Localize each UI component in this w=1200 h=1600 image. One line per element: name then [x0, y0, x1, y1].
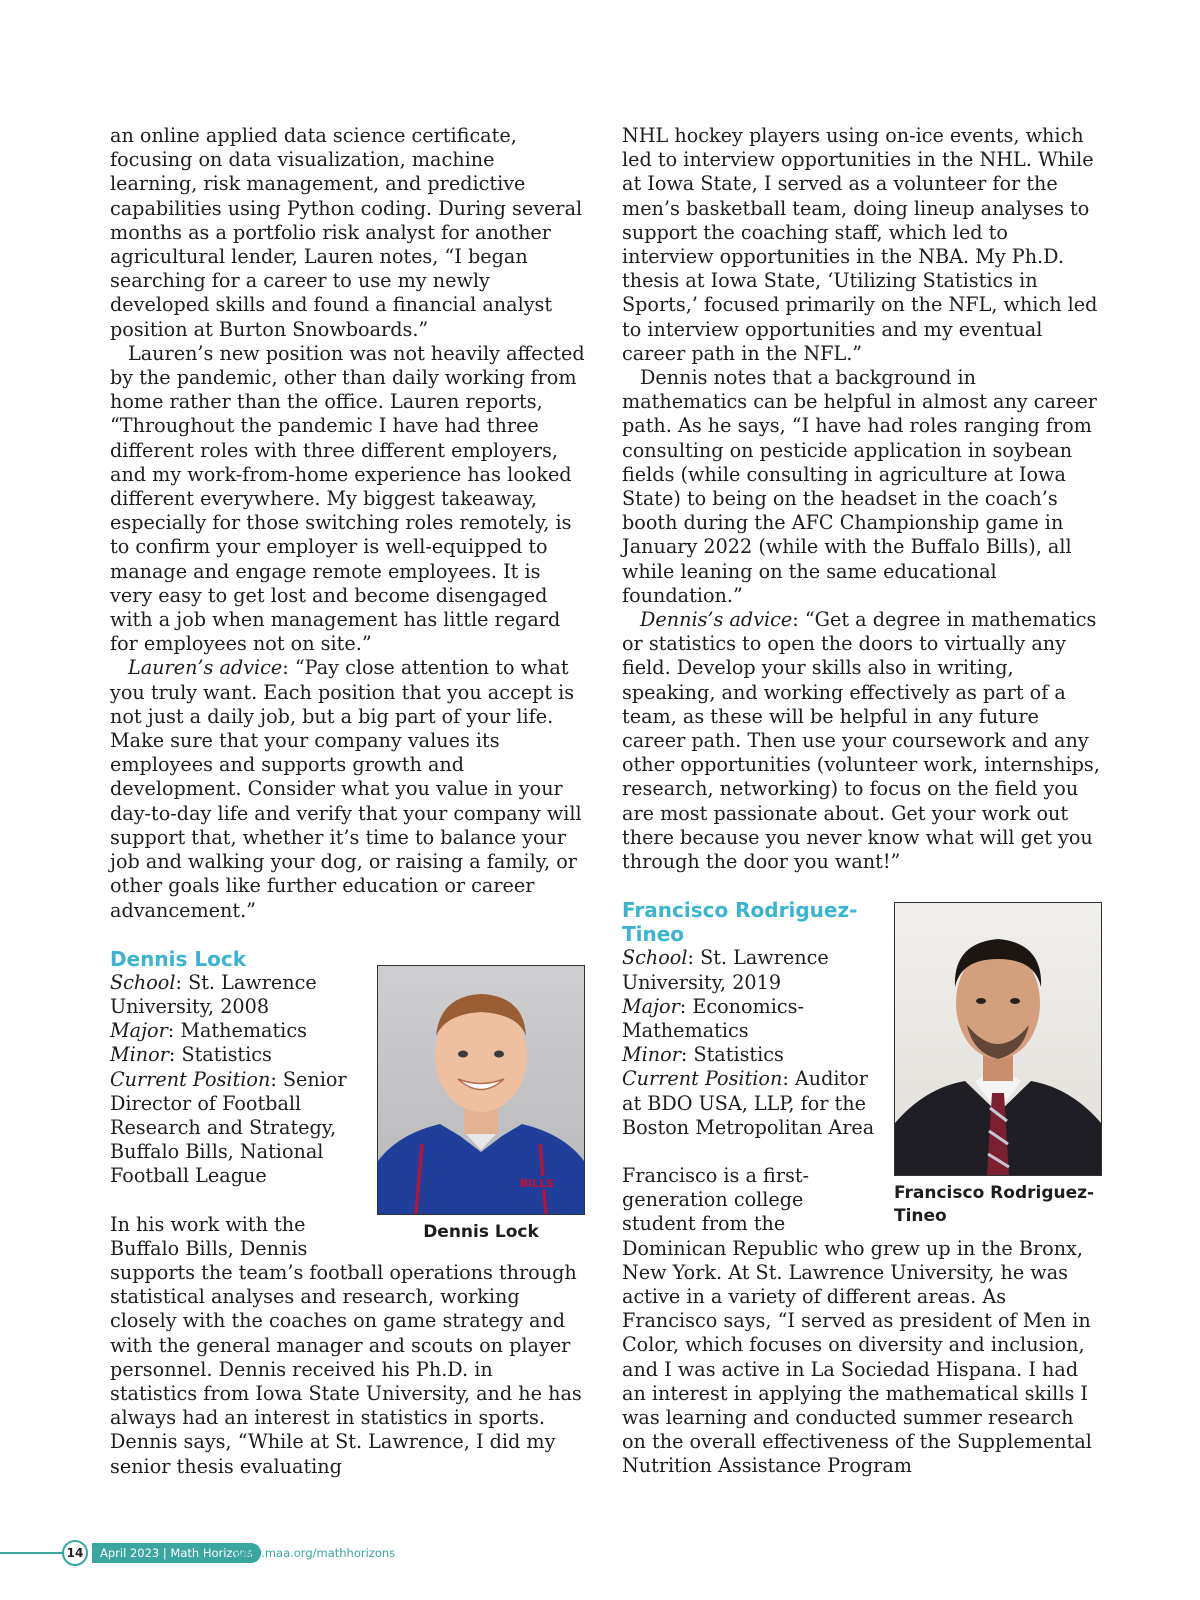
website-link[interactable]: www.maa.org/mathhorizons: [234, 1546, 396, 1560]
advice-label: Lauren’s advice: [128, 656, 283, 680]
dennis-paragraph-continued: NHL hockey players using on-ice events, which led to interview opportunities in the NHL. While at Iowa State, I served as a volunteer for the men’s basketball team, doing lineup analyses to support the coaching staff, which led to interview opportunities in the NBA. My Ph.D. thesis at Iowa State, ‘Utilizing Statistics in Sports,’ focused primarily on the NFL, which led to interview opportunities and my eventual career path in the NFL.”: [622, 124, 1098, 365]
francisco-photo-figure: [894, 902, 1102, 1228]
school-label: School: [622, 946, 688, 970]
francisco-photo-caption: Francisco Rodriguez-Tineo: [894, 1183, 1095, 1227]
position-value: : Auditor at BDO USA, LLP, for the Boston Metropolitan Area: [622, 1067, 875, 1139]
dennis-photo-figure: [377, 965, 585, 1244]
dennis-advice: [622, 608, 1102, 874]
left-column: [110, 124, 585, 1479]
francisco-photo: [894, 902, 1102, 1176]
dennis-paragraph-2: Dennis notes that a background in mathematics can be helpful in almost any career path. As he says, “I have had roles ranging from consulting on pesticide application in soybean fields (while consulting in agriculture at Iowa State) to being on the headset in the coach’s booth during the AFC Championship game in January 2022 (while with the Buffalo Bills), all while leaning on the same educational foundation.”: [622, 366, 1097, 607]
dennis-name-heading: Dennis Lock: [110, 946, 247, 971]
major-value: : Mathematics: [167, 1019, 307, 1043]
footer-rule: [0, 1552, 66, 1554]
advice-text: : “Pay close attention to what you truly want. Each position that you accept is not just a daily job, but a big part of your life. Make sure that your company values its employees and supports growth and development. Consider what you value in your day-to-day life and verify that your company will support that, whether it’s time to balance your job and walking your dog, or raising a family, or other goals like further education or career advancement.”: [110, 656, 582, 922]
right-column: [622, 124, 1102, 1479]
dennis-lock-photo: [377, 965, 585, 1215]
francisco-portrait-illustration: [895, 903, 1101, 1175]
minor-label: Minor: [622, 1043, 681, 1067]
position-value: : Senior Director of Football Research and Strategy, Buffalo Bills, National Football League: [110, 1067, 347, 1188]
francisco-name-heading: Francisco Rodriguez-Tineo: [622, 898, 858, 947]
jersey-logo: BILLS: [519, 1176, 555, 1190]
school-label: School: [110, 970, 176, 994]
minor-label: Minor: [110, 1043, 169, 1067]
dennis-portrait-illustration: [378, 966, 584, 1214]
dennis-photo-caption: Dennis Lock: [423, 1221, 539, 1242]
lauren-paragraph-2: Lauren’s new position was not heavily affected by the pandemic, other than daily working from home rather than the office. Lauren reports, “Throughout the pandemic I have had three different roles with three different employers, and my work-from-home experience has looked different everywhere. My biggest takeaway, especially for those switching roles remotely, is to confirm your employer is well-equipped to manage and engage remote employees. It is very easy to get lost and become disengaged with a job when management has little regard for employees not on site.”: [110, 341, 585, 656]
issue-label: April 2023 | Math Horizons: [92, 1543, 261, 1563]
position-label: Current Position: [110, 1067, 271, 1091]
dennis-body: In his work with the Buffalo Bills, Dennis supports the team’s football operations through statistical analyses and research, working closely with the coaches on game strategy and with the general manager and scouts on player personnel. Dennis received his Ph.D. in statistics from Iowa State University, and he has always had an interest in statistics in sports. Dennis says, “While at St. Lawrence, I did my senior thesis evaluating: [110, 1212, 582, 1478]
major-value: : Economics-Mathematics: [622, 994, 804, 1042]
lauren-advice: [110, 656, 585, 922]
francisco-body: Francisco is a first-generation college student from the Dominican Republic who grew up in the Bronx, New York. At St. Lawrence University, he was active in a variety of different areas. As Francisco says, “I served as president of Men in Color, which focuses on diversity and inclusion, and I was active in La Sociedad Hispana. I had an interest in applying the mathematical skills I was learning and conducted summer research on the overall effectiveness of the Supplemental Nutrition Assistance Program: [622, 1163, 1092, 1478]
page-number: 14: [62, 1540, 88, 1566]
school-value: : St. Lawrence University, 2008: [110, 970, 317, 1018]
minor-value: : Statistics: [168, 1043, 272, 1067]
major-label: Major: [110, 1019, 168, 1043]
major-label: Major: [622, 994, 680, 1018]
page-footer: [0, 1538, 600, 1568]
minor-value: : Statistics: [680, 1043, 784, 1067]
lauren-paragraph-1: an online applied data science certificate, focusing on data visualization, machine learning, risk management, and predictive capabilities using Python coding. During several months as a portfolio risk analyst for another agricultural lender, Lauren notes, “I began searching for a career to use my newly developed skills and found a financial analyst position at Burton Snowboards.”: [110, 124, 583, 341]
advice-text: : “Get a degree in mathematics or statistics to open the doors to virtually any field. Develop your skills also in writing, speaking, and working effectively as part of a team, as these will be helpful in any future career path. Then use your coursework and any other opportunities (volunteer work, internships, research, networking) to focus on the field you are most passionate about. Get your work out there because you never know what will get you through the door you want!”: [622, 608, 1100, 874]
school-value: : St. Lawrence University, 2019: [622, 946, 829, 994]
advice-label: Dennis’s advice: [640, 608, 793, 632]
position-label: Current Position: [622, 1067, 783, 1091]
